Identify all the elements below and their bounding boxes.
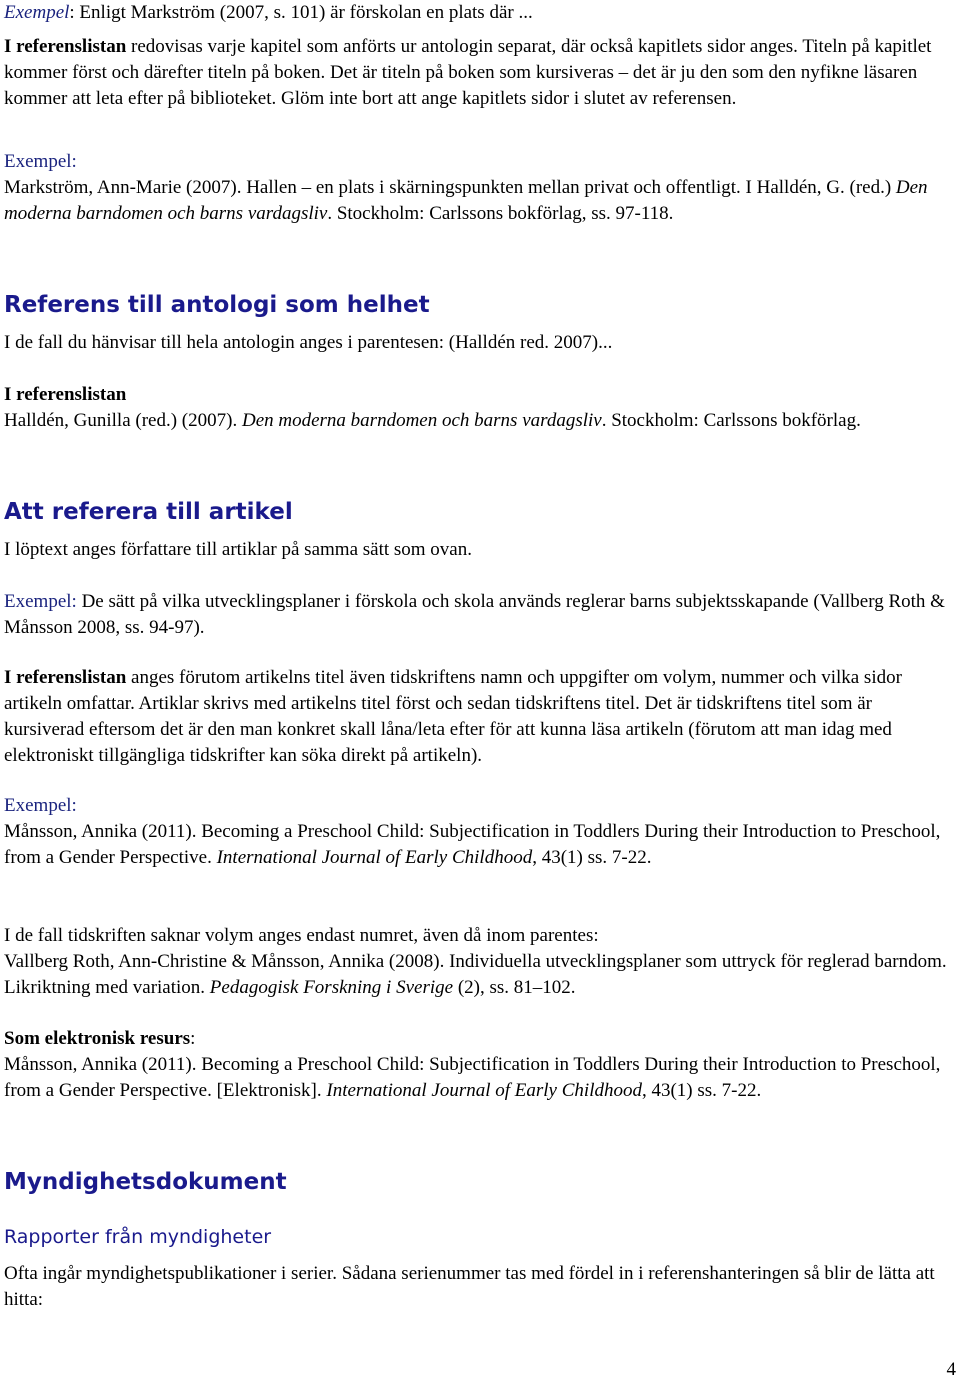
paragraph-text: anges förutom artikelns titel även tidskriftens namn och uppgifter om volym, nummer och vilka sidor artikeln omfattar. Artiklar skrivs med artikelns titel först och sedan tidskriftens titel. Det är tidskriftens titel som är kursiverad eftersom det är den man konkret skall låna/leta efter för att kunna läsa artikeln (förutom att man idag med elektroniskt tillgängliga tidskrifter kan söka direkt på artikeln).: [4, 667, 902, 766]
example-label: Exempel:: [4, 795, 77, 816]
reference-text: Vallberg Roth, Ann-Christine & Månsson, Annika (2008). Individuella utvecklingsplaner som uttryck för reglerad barndom. Likriktning med variation.: [4, 951, 947, 998]
reference-italic-title: Den moderna barndomen och barns vardagsliv: [241, 410, 602, 431]
article-example: [4, 589, 954, 641]
reference-text-end: (2), ss. 81–102.: [453, 977, 576, 998]
bold-term: I referenslistan: [4, 667, 127, 688]
reference-text: Månsson, Annika (2011). Becoming a Preschool Child: Subjectification in Toddlers During their Introduction to Preschool, from a Gender Perspective.: [4, 821, 941, 868]
example-text: : Enligt Markström (2007, s. 101) är förskolan en plats där ...: [69, 2, 533, 23]
reference-italic-journal: Pedagogisk Forskning i Sverige: [209, 977, 454, 998]
anthology-reference: [4, 408, 954, 434]
anthology-paragraph: I de fall du hänvisar till hela antologin anges i parentesen: (Halldén red. 2007)...: [4, 332, 613, 353]
no-volume-reference: [4, 949, 954, 1001]
example-label: Exempel:: [4, 151, 77, 172]
paragraph-text: redovisas varje kapitel som anförts ur antologin separat, där också kapitlets sidor anges. Titeln på kapitlet kommer först och därefter titeln på boken. Det är titeln på boken som kursiveras – det är ju den som den nyfikne läsaren kommer att leta efter på biblioteket. Glöm inte bort att ange kapitlets sidor i slutet av referensen.: [4, 36, 932, 109]
electronic-resource-label: [4, 1026, 954, 1052]
article-reflist-paragraph: [4, 665, 954, 769]
article-example2-label: [4, 793, 954, 819]
reference-text: Månsson, Annika (2011). Becoming a Preschool Child: Subjectification in Toddlers During their Introduction to Preschool, from a Gender Perspective. [Elektronisk].: [4, 1054, 941, 1101]
section-heading-authority: Myndighetsdokument: [4, 1169, 287, 1195]
reference-text-end: , 43(1) ss. 7-22.: [641, 1080, 762, 1101]
reference-text-end: . Stockholm: Carlssons bokförlag.: [601, 410, 861, 431]
colon: :: [190, 1028, 196, 1049]
section-heading-article: Att referera till artikel: [4, 499, 293, 525]
article-paragraph: I löptext anges författare till artiklar på samma sätt som ovan.: [4, 539, 472, 560]
page-number: 4: [946, 1359, 956, 1380]
reference-italic-journal: International Journal of Early Childhood: [216, 847, 533, 868]
example-text: De sätt på vilka utvecklingsplaner i förskola och skola används reglerar barns subjektsskapande (Vallberg Roth & Månsson 2008, ss. 94-97).: [4, 591, 945, 638]
no-volume-paragraph: I de fall tidskriften saknar volym anges endast numret, även då inom parentes:: [4, 925, 599, 946]
electronic-resource-reference: [4, 1052, 954, 1104]
reference-text-end: . Stockholm: Carlssons bokförlag, ss. 97-118.: [327, 203, 674, 224]
subheading-authority-reports: Rapporter från myndigheter: [4, 1226, 272, 1248]
chapter-example-reference: [4, 175, 954, 227]
reference-italic-journal: International Journal of Early Childhood: [326, 1080, 642, 1101]
intro-example-line: [4, 0, 954, 26]
reference-text: Markström, Ann-Marie (2007). Hallen – en plats i skärningspunkten mellan privat och offentligt. I Halldén, G. (red.): [4, 177, 896, 198]
reference-text: Halldén, Gunilla (red.) (2007).: [4, 410, 242, 431]
example-label: Exempel: [4, 2, 70, 23]
bold-term: Som elektronisk resurs: [4, 1028, 191, 1049]
article-example2-reference: [4, 819, 954, 871]
anthology-reflist-label: [4, 382, 954, 408]
section-heading-anthology: Referens till antologi som helhet: [4, 292, 430, 318]
bold-term: I referenslistan: [4, 36, 127, 57]
reference-text-end: , 43(1) ss. 7-22.: [532, 847, 652, 868]
example-label: Exempel:: [4, 591, 77, 612]
bold-term: I referenslistan: [4, 384, 127, 405]
chapter-example-label: [4, 149, 954, 175]
chapter-reference-paragraph: [4, 34, 954, 112]
reference-italic-title: Den moderna barndomen och barns vardagsliv: [4, 177, 928, 224]
authority-paragraph: Ofta ingår myndighetspublikationer i serier. Sådana serienummer tas med fördel in i referenshanteringen så blir de lätta att hitta:: [4, 1263, 935, 1310]
